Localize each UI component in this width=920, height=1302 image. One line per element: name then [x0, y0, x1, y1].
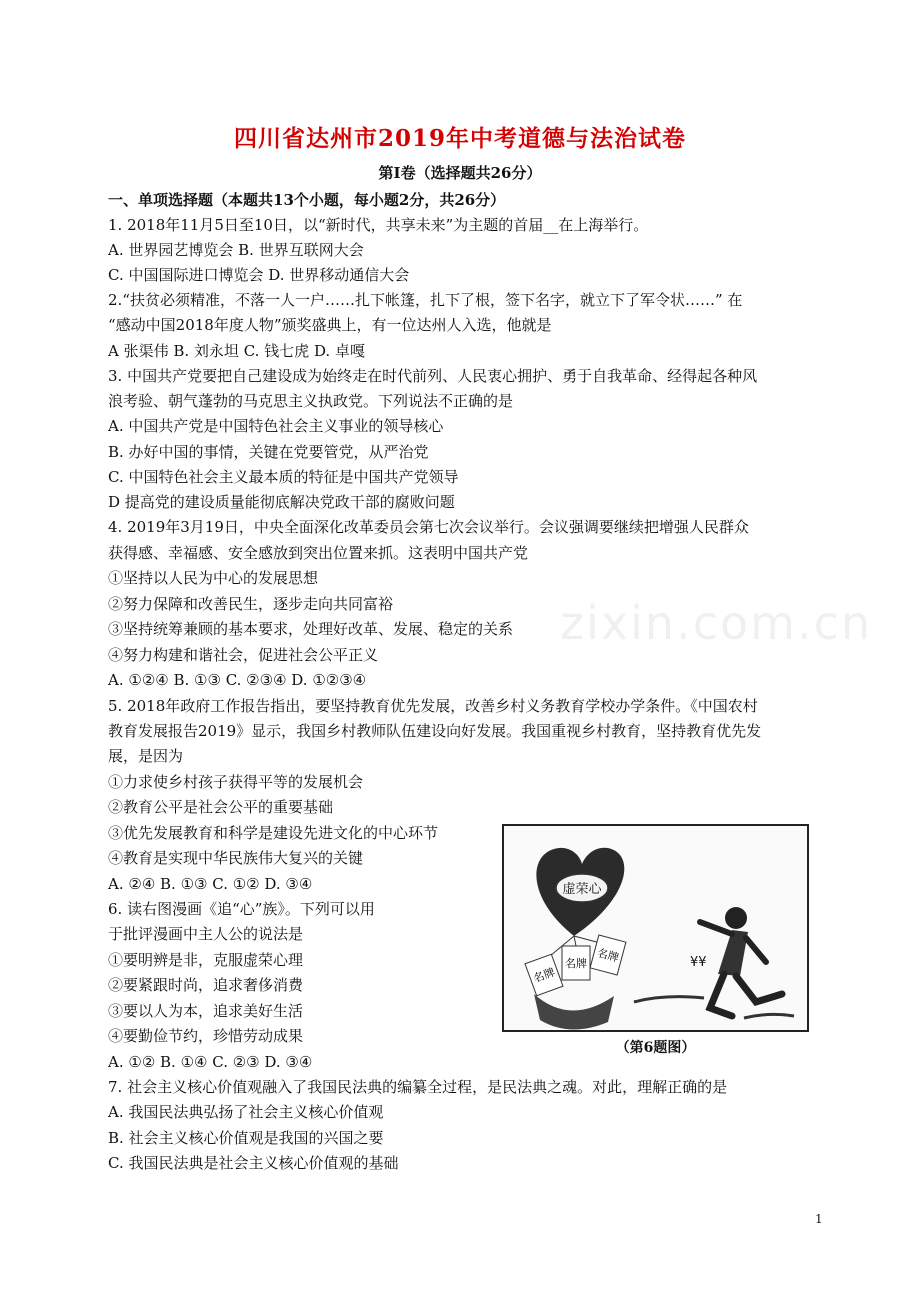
question-line: 1. 2018年11月5日至10日，以“新时代，共享未来”为主题的首届__在上海举行。	[108, 216, 649, 234]
question-line: C. 中国国际进口博览会 D. 世界移动通信大会	[108, 266, 410, 284]
brand-tags	[525, 935, 626, 1030]
question-line: 7. 社会主义核心价值观融入了我国民法典的编纂全过程，是民法典之魂。对此，理解正确的是	[108, 1078, 728, 1096]
question-line: 6. 读右图漫画《追“心”族》。下列可以用	[108, 900, 375, 918]
question-line: B. 办好中国的事情，关键在党要管党，从严治党	[108, 443, 429, 461]
question-line: ①要明辨是非，克服虚荣心理	[108, 951, 304, 969]
question-line: C. 我国民法典是社会主义核心价值观的基础	[108, 1154, 399, 1172]
question-line: 获得感、幸福感、安全感放到突出位置来抓。这表明中国共产党	[108, 544, 529, 562]
question-line: ③要以人为本，追求美好生活	[108, 1002, 304, 1020]
question-line: A. ②④ B. ①③ C. ①② D. ③④	[108, 875, 313, 893]
question-line: ③坚持统筹兼顾的基本要求，处理好改革、发展、稳定的关系	[108, 620, 514, 638]
question-line: ④教育是实现中华民族伟大复兴的关键	[108, 849, 364, 867]
money-symbols: ¥¥	[690, 955, 707, 970]
question-line: 展，是因为	[108, 747, 184, 765]
question-line: 3. 中国共产党要把自己建设成为始终走在时代前列、人民衷心拥护、勇于自我革命、经得起各种风	[108, 367, 758, 385]
svg-text:名牌: 名牌	[595, 946, 621, 965]
page-number: 1	[815, 1212, 823, 1226]
page-title: 四川省达州市2019年中考道德与法治试卷	[233, 125, 686, 152]
question-line: ④努力构建和谐社会，促进社会公平正义	[108, 646, 379, 664]
question-line: ①力求使乡村孩子获得平等的发展机会	[108, 773, 364, 791]
question-line: A 张渠伟 B. 刘永坦 C. 钱七虎 D. 卓嘎	[108, 342, 365, 360]
chasing-man	[690, 907, 782, 1016]
question-line: 2.“扶贫必须精准，不落一人一户……扎下帐篷，扎下了根，签下名字，就立下了军令状……” 在	[108, 291, 743, 309]
question-line: 浪考验、朝气蓬勃的马克思主义执政党。下列说法不正确的是	[108, 392, 514, 410]
question-line: ③优先发展教育和科学是建设先进文化的中心环节	[108, 824, 439, 842]
cartoon-figure	[502, 824, 809, 1032]
question-line: A. ①② B. ①④ C. ②③ D. ③④	[108, 1053, 313, 1071]
question-line: 于批评漫画中主人公的说法是	[108, 925, 304, 943]
section-heading: 一、单项选择题（本题共13个小题，每小题2分，共26分）	[108, 191, 506, 209]
heart-label: 虚荣心	[562, 882, 602, 897]
question-line: A. 世界园艺博览会 B. 世界互联网大会	[108, 241, 364, 259]
question-line: 教育发展报告2019》显示，我国乡村教师队伍建设向好发展。我国重视乡村教育，坚持教育优先发	[108, 722, 762, 740]
question-line: A. 我国民法典弘扬了社会主义核心价值观	[108, 1103, 384, 1121]
question-line: A. 中国共产党是中国特色社会主义事业的领导核心	[108, 417, 444, 435]
question-line: ②教育公平是社会公平的重要基础	[108, 798, 334, 816]
cartoon-drawing	[504, 826, 807, 1030]
question-line: ②努力保障和改善民生，逐步走向共同富裕	[108, 595, 394, 613]
question-line: D 提高党的建设质量能彻底解决党政干部的腐败问题	[108, 493, 455, 511]
question-line: 4. 2019年3月19日，中央全面深化改革委员会第七次会议举行。会议强调要继续把增强人民群众	[108, 518, 749, 536]
question-line: “感动中国2018年度人物”颁奖盛典上，有一位达州人入选，他就是	[108, 316, 552, 334]
question-line: 5. 2018年政府工作报告指出，要坚持教育优先发展，改善乡村义务教育学校办学条件。《中国农村	[108, 697, 758, 715]
svg-text:名牌: 名牌	[531, 965, 557, 986]
question-line: ①坚持以人民为中心的发展思想	[108, 569, 319, 587]
svg-text:名牌: 名牌	[565, 957, 587, 970]
watermark: zixin.com.cn	[560, 596, 873, 650]
question-line: B. 社会主义核心价值观是我国的兴国之要	[108, 1129, 384, 1147]
question-line: C. 中国特色社会主义最本质的特征是中国共产党领导	[108, 468, 459, 486]
figure-caption: （第6题图）	[615, 1040, 696, 1056]
paper-subtitle: 第Ⅰ卷（选择题共26分）	[378, 164, 542, 182]
question-line: A. ①②④ B. ①③ C. ②③④ D. ①②③④	[108, 671, 367, 689]
question-line: ②要紧跟时尚，追求奢侈消费	[108, 976, 304, 994]
question-line: ④要勤俭节约，珍惜劳动成果	[108, 1027, 304, 1045]
